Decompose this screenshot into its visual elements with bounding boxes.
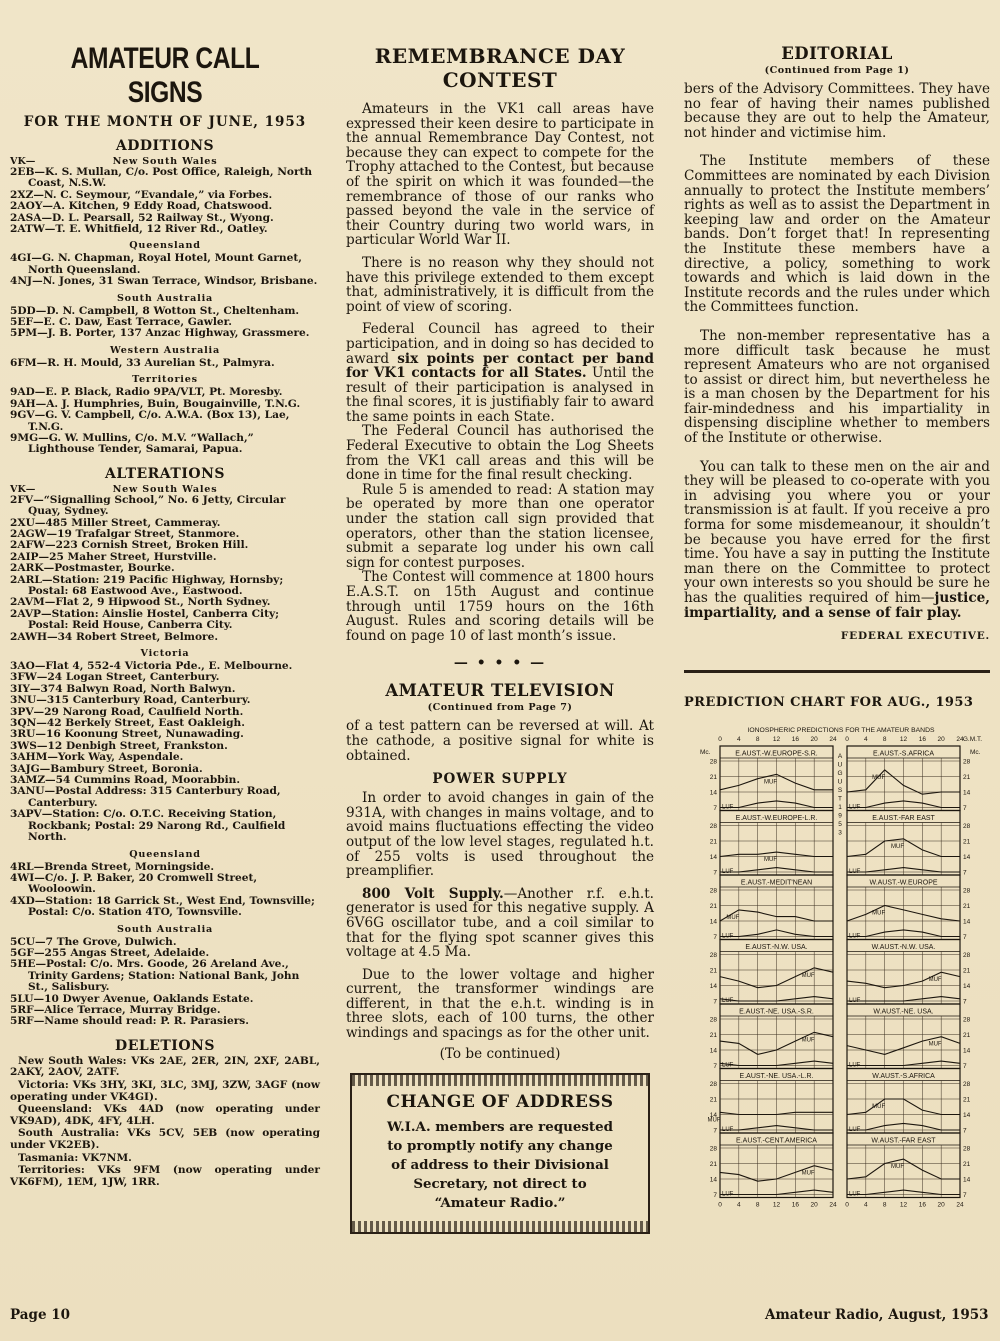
chart-panel-title: W.AUST.-NE. USA. [873,1008,934,1016]
call-sign-entry: 3NU—315 Canterbury Road, Canterbury. [10,694,251,707]
luf-label: LUF [849,1191,861,1198]
y-tick-label: 14 [963,918,971,926]
editorial-column [684,0,990,1228]
editorial-title: EDITORIAL [781,44,893,63]
call-sign-entry: 9AD—E. P. Black, Radio 9PA/VLT, Pt. Moresby. [10,386,283,399]
y-tick-label: 21 [709,1161,717,1169]
state-heading: Territories [132,374,198,386]
vertical-month-letter: 1 [838,804,842,812]
x-tick-label: 8 [882,736,887,744]
volt-supply-label: 800 Volt Supply. [362,885,504,902]
call-sign-entry: 3APV—Station: C/o. O.T.C. Receiving Station, Rockbank; Postal: 29 Narong Rd., Caulfield North. [10,808,286,844]
call-sign-entry: 4WI—C/o. J. P. Baker, 20 Cromwell Street, Wooloowin. [10,871,258,896]
x-tick-label: 8 [882,1201,887,1209]
contest-paragraph: There is no reason why they should not have this privilege extended to them except that, administratively, it is difficult from the point of view of scoring. [346,254,654,315]
additions-heading: ADDITIONS [115,138,215,154]
volt-supply-text: —Another r.f. e.h.t. generator is used for this negative supply. A 6V6G oscillator tube, and a coil similar to that for the flying spot scanner gives this voltage at 4.5 Ma. [346,885,654,961]
call-sign-entry: 4NJ—N. Jones, 31 Swan Terrace, Windsor, Brisbane. [10,275,318,288]
y-tick-label: 21 [709,774,717,782]
call-sign-entry: 2ATW—T. E. Whitfield, 12 River Rd., Oatley. [10,223,268,236]
call-signs-column [10,0,320,1188]
state-heading: Victoria [140,648,190,659]
y-tick-label: 7 [713,1192,717,1200]
muf-label: MUF [891,843,904,850]
call-sign-entry: 5LU—10 Dwyer Avenue, Oaklands Estate. [10,992,254,1005]
call-sign-entry: 2AVM—Flat 2, 9 Hipwood St., North Sydney. [10,596,271,609]
x-tick-label: 4 [737,1201,741,1209]
luf-label: LUF [849,1062,861,1069]
editorial-continued: (Continued from Page 1) [764,65,910,76]
prediction-chart [698,724,984,1228]
contest-title-line1: REMEMBRANCE DAY [374,44,626,68]
vertical-month-letter: U [837,778,843,786]
y-tick-label: 14 [963,789,971,797]
additions-list [10,156,320,456]
muf-label: MUF [764,779,777,786]
contest-paragraph: The Federal Council has authorised the Federal Executive to obtain the Log Sheets from the VK1 call areas and this will be done in time for the final result checking. [346,423,654,484]
x-tick-label: 16 [918,1201,926,1209]
x-tick-label: 16 [791,736,799,744]
call-sign-entry: 5EF—E. C. Daw, East Terrace, Gawler. [10,316,232,329]
muf-label: MUF [872,1104,886,1111]
call-sign-entry: 5RF—Name should read: P. R. Parasiers. [10,1015,249,1028]
y-tick-label: 21 [709,1096,717,1104]
y-tick-label: 28 [963,952,971,960]
chart-panel-title: E.AUST.-S.AFRICA [872,750,935,758]
state-heading: Queensland [129,848,201,860]
change-of-address-text: W.I.A. members are requested to promptly notify any change of address to their Divisional Secretary, not direct to “Amateur Radio.” [387,1119,613,1212]
call-sign-entry: 4RL—Brenda Street, Morningside. [10,860,215,873]
state-heading: Queensland [129,240,201,252]
x-tick-label: 0 [845,736,849,744]
volt-supply-paragraph [346,887,654,960]
chart-panel-title: E.AUST.-NE. USA.-S.R. [739,1008,814,1016]
tv-title: AMATEUR TELEVISION [385,681,615,701]
call-sign-entry: 3WS—12 Denbigh Street, Frankston. [10,739,228,752]
editorial-paragraph-final [684,460,990,621]
vertical-month-letter: 3 [838,829,842,837]
luf-label: LUF [849,998,861,1005]
call-signs-subtitle: FOR THE MONTH OF JUNE, 1953 [23,114,307,130]
change-of-address-title: CHANGE OF ADDRESS [386,1092,614,1113]
call-sign-entry: 5DD—D. N. Campbell, 8 Wotton St., Cheltenham. [10,304,300,317]
call-sign-entry: 3PV—29 Narong Road, Caulfield North. [10,705,244,718]
call-sign-entry: 9MG—G. W. Mullins, C/o. M.V. “Wallach,” Lighthouse Tender, Samarai, Papua. [10,431,254,456]
call-sign-entry: 2AIP—25 Maher Street, Hurstville. [10,550,217,563]
x-tick-label: 20 [810,1201,818,1209]
call-sign-entry: 5GF—255 Angas Street, Adelaide. [10,946,210,959]
y-tick-label: 21 [963,838,971,846]
y-tick-label: 14 [963,1047,971,1055]
x-unit-label: G.M.T. [962,736,982,744]
y-unit-label: Mc. [700,749,711,757]
y-tick-label: 7 [963,998,967,1006]
call-sign-entry: 3AHM—York Way, Aspendale. [10,751,184,764]
y-tick-label: 21 [709,903,717,911]
chart-panel-title: E.AUST.-MEDIT'NEAN [740,879,813,887]
y-tick-label: 14 [709,1112,717,1120]
vertical-month-letter: 9 [838,812,842,820]
y-tick-label: 28 [709,1016,717,1024]
chart-panel-title: W.AUST.-S.AFRICA [872,1073,935,1081]
luf-label: LUF [722,869,734,876]
luf-label: LUF [722,804,734,811]
y-tick-label: 21 [963,774,971,782]
x-tick-label: 12 [899,1201,908,1209]
x-tick-label: 24 [829,1201,837,1209]
editorial-text: You can talk to these men on the air and they will be pleased to co-operate with you in advising you where you or your transmission is at fault. If you receive a pro forma for some misdemeanour, it shouldn’t be because you have erred for the first time. You have a say in putting the Institute man there on the Committee to protect your own interests so you should be sure he has the qualities required of him— [684,458,990,606]
x-tick-label: 0 [845,1201,849,1209]
chart-panel-title: E.AUST.-W.EUROPE-S.R. [735,750,818,758]
y-tick-label: 7 [963,1192,967,1200]
page-number: Page 10 [10,1307,71,1323]
muf-label: MUF [891,1164,904,1171]
y-tick-label: 7 [963,805,967,813]
y-tick-label: 28 [709,952,717,960]
contest-paragraph: Rule 5 is amended to read: A station may be operated by more than one operator under the station call sign provided that operators, other than the station licensee, submit a separate log under his own call sign for contest purposes. [346,481,654,571]
column-rule [684,670,990,673]
y-tick-label: 21 [963,1161,971,1169]
x-tick-label: 8 [755,736,760,744]
x-tick-label: 4 [864,1201,868,1209]
y-tick-label: 7 [713,934,717,942]
x-tick-label: 24 [956,1201,964,1209]
y-tick-label: 28 [709,823,717,831]
x-tick-label: 4 [864,736,868,744]
state-heading: New South Wales [112,156,218,167]
muf-label: MUF [764,857,777,864]
contest-title-line2: CONTEST [442,68,558,92]
luf-label: LUF [849,804,861,811]
power-paragraph: In order to avoid changes in gain of the 931A, with changes in mains voltage, and to avoid mains fluctuations effecting the video output of the low level stages, regulated h.t. of 255 volts is used throughout the preamplifier. [346,790,654,880]
call-sign-entry: 9GV—G. V. Campbell, C/o. A.W.A. (Box 13), Lae, T.N.G. [10,409,290,433]
contest-column [346,0,654,1234]
call-sign-entry: 3QN—42 Berkely Street, East Oakleigh. [10,717,245,730]
vertical-month-letter: T [838,795,842,803]
y-tick-label: 7 [963,869,967,877]
y-tick-label: 21 [963,1096,971,1104]
call-sign-entry: 5PM—J. B. Porter, 137 Anzac Highway, Grassmere. [10,327,310,340]
x-tick-label: 0 [718,736,722,744]
y-tick-label: 28 [963,758,971,766]
deletion-entry: Territories: VKs 9FM (now operating under VK6FM), 1EM, 1JW, 1RR. [10,1164,320,1188]
vertical-month-letter: 5 [838,821,842,829]
prediction-chart-heading: PREDICTION CHART FOR AUG., 1953 [684,695,974,711]
chart-panel-title: E.AUST.-NE. USA.-L.R. [739,1073,814,1081]
vk-prefix: VK— [10,483,36,495]
y-tick-label: 21 [963,967,971,975]
call-sign-entry: 4XD—Station: 18 Garrick St., West End, Townsville; Postal: C/o. Station 4TO, Townsville. [10,894,315,919]
deletion-entry: Tasmania: VK7NM. [18,1151,132,1164]
state-heading: South Australia [116,923,214,935]
chart-panel-title: E.AUST.-CENT.AMERICA [736,1137,817,1145]
box-border-pattern [352,1221,648,1232]
contest-text: Federal Council has agreed to their participation, and in doing so has decided to award [346,321,654,367]
y-unit-label-right: Mc. [970,749,981,757]
section-separator: — • • • — [453,655,547,672]
editorial-paragraph: The non-member representative has a more difficult task because he must represent Amateurs who are not organised to assist or direct him, but nevertheless he is a man chosen by the Department for his fair-mindedness and his impartiality in dispensing discipline whether to members of the Institute or otherwise. [684,327,990,447]
chart-panel-title: E.AUST.-W.EUROPE-L.R. [735,815,818,823]
vk-prefix-row [10,484,320,495]
deletions-list [10,1056,320,1189]
call-sign-entry: 3IY—374 Balwyn Road, North Balwyn. [10,682,236,695]
y-tick-label: 14 [963,983,971,991]
call-sign-entry: 3AO—Flat 4, 552-4 Victoria Pde., E. Melbourne. [10,660,293,672]
call-sign-entry: 3AMZ—54 Cummins Road, Moorabbin. [10,774,241,787]
x-tick-label: 0 [718,1201,722,1209]
y-tick-label: 28 [963,1145,971,1153]
x-tick-label: 12 [772,736,781,744]
call-sign-entry: 2AWH—34 Robert Street, Belmore. [10,630,219,643]
transformer-paragraph: Due to the lower voltage and higher current, the transformer windings are different, in that the e.h.t. winding is in three slots, each of 100 turns, the other windings and spacings as for the other unit. [346,966,654,1042]
call-sign-entry: 2AFW—223 Cornish Street, Broken Hill. [10,539,249,552]
y-tick-label: 7 [713,1127,717,1135]
call-sign-entry: 6FM—R. H. Mould, 33 Aurelian St., Palmyra. [10,356,275,369]
x-tick-label: 12 [772,1201,781,1209]
x-tick-label: 16 [791,1201,799,1209]
muf-label: MUF [928,1041,942,1048]
y-tick-label: 14 [709,1176,717,1184]
vk-prefix: VK— [10,156,36,167]
vertical-month-letter: G [837,770,843,778]
y-tick-label: 14 [709,918,717,926]
editorial-emphasis: justice, impartiality, and a sense of fair play. [684,590,990,621]
y-tick-label: 28 [709,1081,717,1089]
tv-continued: (Continued from Page 7) [427,702,573,714]
y-tick-label: 7 [713,869,717,877]
y-tick-label: 7 [713,998,717,1006]
call-sign-entry: 2EB—K. S. Mullan, C/o. Post Office, Raleigh, North Coast, N.S.W. [10,166,313,190]
y-tick-label: 7 [963,1127,967,1135]
editorial-signature: FEDERAL EXECUTIVE. [840,630,990,643]
luf-label: LUF [722,1062,734,1069]
y-tick-label: 14 [709,1047,717,1055]
deletion-entry: New South Wales: VKs 2AE, 2ER, 2IN, 2XF, 2ABL, 2AKY, 2AOV, 2ATF. [10,1054,320,1079]
contest-paragraph: Amateurs in the VK1 call areas have expressed their keen desire to participate in the annual Remembrance Day Contest, not because they can expect to compete for the Trophy attached to the Contest, but because of the spirit on which it was founded—the remembrance of those of our ranks who passed beyond the vale in the service of their Country during two world wars, in particular World War II. [346,101,654,249]
x-tick-label: 20 [937,1201,945,1209]
luf-label: LUF [722,1191,734,1198]
power-supply-heading: POWER SUPPLY [432,771,568,788]
y-tick-label: 21 [709,967,717,975]
alterations-heading: ALTERATIONS [105,465,225,482]
vk-prefix-row [10,156,320,167]
call-sign-entry: 5CU—7 The Grove, Dulwich. [10,935,177,948]
y-tick-label: 14 [709,854,717,862]
call-sign-entry: 2ARK—Postmaster, Bourke. [10,562,175,575]
chart-title-text: IONOSPHERIC PREDICTIONS FOR THE AMATEUR BANDS [747,727,935,735]
y-tick-label: 21 [709,1032,717,1040]
call-sign-entry: 3AJG—Bambury Street, Boronia. [10,762,203,775]
x-tick-label: 20 [810,736,818,744]
call-sign-entry: 5HE—Postal: C/o. Mrs. Goode, 26 Areland Ave., Trinity Gardens; Station: National Bank, John St., Salisbury. [10,958,300,994]
y-tick-label: 28 [963,887,971,895]
chart-panel-title: W.AUST.-FAR EAST [871,1137,936,1145]
muf-label: MUF [801,1170,815,1177]
call-sign-entry: 9AH—A. J. Humphries, Buin, Bougainville, T.N.G. [10,397,301,410]
x-tick-label: 20 [937,736,945,744]
contest-paragraph: The Contest will commence at 1800 hours E.A.S.T. on 15th August and continue through until 1759 hours on the 16th August. Rules and scoring details will be found on page 10 of last month’s issue. [346,569,654,644]
publication-footer: Amateur Radio, August, 1953 [765,1307,989,1323]
vertical-month-letter: A [837,753,843,761]
y-tick-label: 28 [709,758,717,766]
call-sign-entry: 3RU—16 Koonung Street, Nunawading. [10,728,244,741]
contest-title [346,44,654,92]
y-tick-label: 14 [963,1112,971,1120]
alterations-list [10,484,320,1028]
y-tick-label: 7 [713,805,717,813]
call-sign-entry: 4GI—G. N. Chapman, Royal Hotel, Mount Garnet, North Queensland. [10,252,302,276]
y-tick-label: 28 [709,1145,717,1153]
muf-label: MUF [707,1117,721,1124]
y-tick-label: 21 [963,1032,971,1040]
x-tick-label: 24 [956,736,964,744]
x-tick-label: 8 [755,1201,760,1209]
luf-label: LUF [722,1127,734,1134]
state-heading: South Australia [116,292,214,304]
deletion-entry: Victoria: VKs 3HY, 3KI, 3LC, 3MJ, 3ZW, 3AGF (now operating under VK4GI). [10,1078,320,1103]
tv-paragraph: of a test pattern can be reversed at will. At the cathode, a positive signal for white is obtained. [346,718,654,764]
y-tick-label: 28 [963,823,971,831]
call-signs-title: AMATEUR CALL SIGNS [70,42,260,109]
call-sign-entry: 2XZ—N. C. Seymour, “Evandale,” via Forbes. [10,188,273,201]
contest-text: Until the result of their participation is analysed in the final scores, it is justifiably fair to award the same points in each State. [346,365,655,425]
call-sign-entry: 3FW—24 Logan Street, Canterbury. [10,671,220,684]
y-tick-label: 7 [713,1063,717,1071]
call-sign-entry: 3ANU—Postal Address: 315 Canterbury Road, Canterbury. [10,785,281,809]
muf-label: MUF [801,972,815,979]
x-tick-label: 4 [737,736,741,744]
y-tick-label: 7 [963,1063,967,1071]
call-sign-entry: 2AVP—Station: Ainslie Hostel, Canberra City; Postal: Reid House, Canberra City. [10,607,280,632]
muf-label: MUF [801,1037,815,1044]
y-tick-label: 28 [709,887,717,895]
to-be-continued: (To be continued) [439,1045,561,1062]
chart-panel-title: E.AUST.-N.W. USA. [745,944,808,952]
y-tick-label: 14 [963,1176,971,1184]
y-tick-label: 21 [709,838,717,846]
chart-panel-title: E.AUST.-FAR EAST [872,815,935,823]
call-sign-entry: 5RF—Alice Terrace, Murray Bridge. [10,1003,221,1016]
contest-points-emphasis: six points per contact per band for VK1 contacts for all States. [346,350,654,382]
editorial-paragraph: The Institute members of these Committees are nominated by each Division annually to protect the Institute members’ rights as well as to assist the Department in keeping law and order on the Amateur bands. Don’t forget that! In representing the Institute these members have a directive, a policy, something to work towards and which is laid down in the Institute records and the rules under which the Committees function. [684,153,990,316]
call-sign-entry: 2AGW—19 Trafalgar Street, Stanmore. [10,527,240,540]
editorial-paragraph: bers of the Advisory Committees. They have no fear of having their names published because they are out to help the Amateur, not hinder and victimise him. [684,81,990,141]
x-tick-label: 16 [918,736,926,744]
muf-label: MUF [872,775,886,782]
deletion-entry: South Australia: VKs 5CV, 5EB (now operating under VK2EB). [10,1127,320,1151]
deletions-heading: DELETIONS [115,1037,215,1054]
muf-label: MUF [872,910,886,917]
muf-label: MUF [928,977,942,984]
muf-label: MUF [726,915,740,922]
call-sign-entry: 2ASA—D. L. Pearsall, 52 Railway St., Wyong. [10,211,274,224]
y-tick-label: 14 [709,983,717,991]
state-heading: New South Wales [112,483,218,495]
call-sign-entry: 2XU—485 Miller Street, Cammeray. [10,516,221,529]
y-tick-label: 21 [963,903,971,911]
state-heading: Western Australia [109,344,221,356]
call-sign-entry: 2AOY—A. Kitchen, 9 Eddy Road, Chatswood. [10,200,273,213]
y-tick-label: 14 [709,789,717,797]
vertical-month-letter: S [837,787,843,795]
y-tick-label: 7 [963,934,967,942]
box-border-pattern [352,1075,648,1086]
y-tick-label: 14 [963,854,971,862]
y-tick-label: 28 [963,1081,971,1089]
luf-label: LUF [849,933,861,940]
call-sign-entry: 2FV—“Signalling School,” No. 6 Jetty, Circular Quay, Sydney. [10,493,286,518]
vertical-month-letter: U [837,761,843,769]
chart-panel-title: W.AUST.-W.EUROPE [869,879,938,887]
x-tick-label: 24 [829,736,837,744]
chart-panel-title: W.AUST.-N.W. USA. [871,944,936,952]
change-of-address-box [350,1073,650,1234]
luf-label: LUF [722,933,734,940]
deletion-entry: Queensland: VKs 4AD (now operating under VK9AD), 4DK, 4FY, 4LH. [10,1103,320,1127]
luf-label: LUF [722,998,734,1005]
contest-paragraph-points [346,322,654,424]
luf-label: LUF [849,1127,861,1134]
x-tick-label: 12 [899,736,908,744]
call-sign-entry: 2ARL—Station: 219 Pacific Highway, Hornsby; Postal: 68 Eastwood Ave., Eastwood. [10,573,284,597]
y-tick-label: 28 [963,1016,971,1024]
luf-label: LUF [849,869,861,876]
